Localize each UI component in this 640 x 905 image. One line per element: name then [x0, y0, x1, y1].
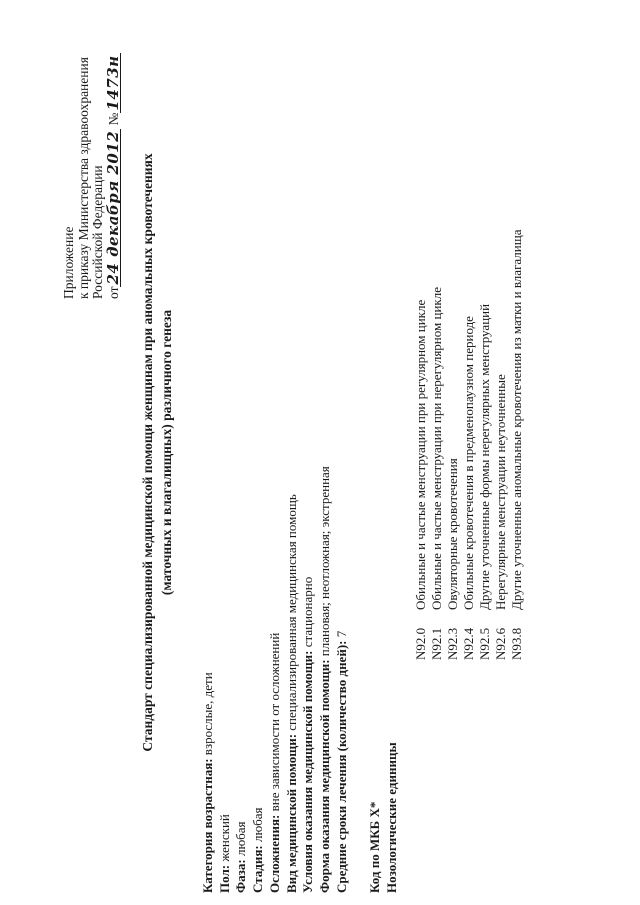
param-row	[334, 466, 351, 893]
param-value: вне зависимости от осложнений	[266, 632, 282, 815]
icd-description: Другие уточненные аномальные кровотечения из матки и влагалища	[509, 229, 524, 610]
param-row	[300, 466, 317, 893]
param-label: Фаза:	[233, 859, 249, 893]
param-label: Стадия:	[250, 845, 266, 893]
param-value: плановая; неотложная; экстренная	[316, 466, 332, 660]
icd-description: Обильные и частые менструации при регулярном цикле	[413, 299, 428, 610]
param-row	[233, 466, 250, 893]
icd-row	[445, 229, 461, 660]
param-label: Средние сроки лечения (количество дней):	[333, 640, 349, 893]
param-value: 7	[333, 630, 349, 641]
icd-row	[461, 229, 477, 660]
icd-row	[477, 229, 493, 660]
appendix-block	[62, 53, 121, 299]
icd-code: N93.8	[509, 627, 524, 660]
icd-code: N92.3	[445, 627, 460, 660]
param-row	[284, 466, 301, 893]
icd-code: N92.6	[493, 627, 508, 660]
icd-code: N92.1	[429, 627, 444, 660]
param-label: Условия оказания медицинской помощи:	[300, 650, 316, 893]
handwritten-date: 24 декабря 2012	[103, 130, 122, 285]
icd-row	[509, 229, 525, 660]
param-label: Вид медицинской помощи:	[283, 733, 299, 893]
icd-row	[493, 229, 509, 660]
param-label: Категория возрастная:	[200, 758, 215, 893]
icd-code: N92.4	[461, 627, 476, 660]
param-row	[317, 466, 334, 893]
icd-row	[413, 229, 429, 660]
param-label: Осложнения:	[266, 814, 282, 893]
param-value: женский	[216, 814, 232, 865]
appendix-date-line	[103, 53, 122, 299]
nosology-label: Нозологические единицы	[384, 742, 399, 893]
icd-description: Обильные кровотечения в предменопаузном периоде	[461, 316, 476, 610]
param-row	[200, 466, 217, 893]
icd-description: Обильные и частые менструации при нерегулярном цикле	[429, 287, 444, 610]
appendix-line: Приложение	[61, 226, 76, 299]
document-title	[138, 0, 176, 905]
param-row	[250, 466, 267, 893]
icd-row	[429, 229, 445, 660]
icd-description: Другие уточненные формы нерегулярных менструаций	[477, 303, 492, 610]
standard-parameters	[200, 466, 350, 893]
title-line: (маточных и влагалищных) различного генеза	[159, 309, 174, 596]
icd-code-list	[413, 229, 525, 660]
appendix-line: Российской Федерации	[90, 165, 106, 299]
handwritten-number: 1473н	[103, 55, 122, 111]
param-label: Пол:	[216, 864, 232, 893]
param-row	[217, 466, 234, 893]
title-line: Стандарт специализированной медицинской помощи женщинам при аномальных кровотечениях	[140, 153, 155, 752]
param-value: любая	[233, 821, 249, 860]
param-label: Форма оказания медицинской помощи:	[316, 659, 332, 893]
mkb-heading	[366, 742, 400, 893]
icd-description: Нерегулярные менструации неуточненные	[493, 374, 508, 610]
icd-code: N92.5	[477, 627, 492, 660]
param-row	[267, 466, 284, 893]
param-value: взрослые, дети	[200, 672, 215, 759]
appendix-line: к приказу Министерства здравоохранения	[75, 57, 91, 299]
mkb-code-label: Код по МКБ X*	[367, 801, 382, 893]
param-value: специализированная медицинская помощь	[283, 494, 299, 734]
date-prefix: от	[105, 286, 121, 299]
number-prefix: №	[105, 112, 121, 126]
param-value: любая	[250, 807, 266, 846]
param-value: стационарно	[300, 576, 316, 651]
icd-code: N92.0	[413, 627, 428, 660]
icd-description: Овуляторные кровотечения	[445, 458, 460, 610]
